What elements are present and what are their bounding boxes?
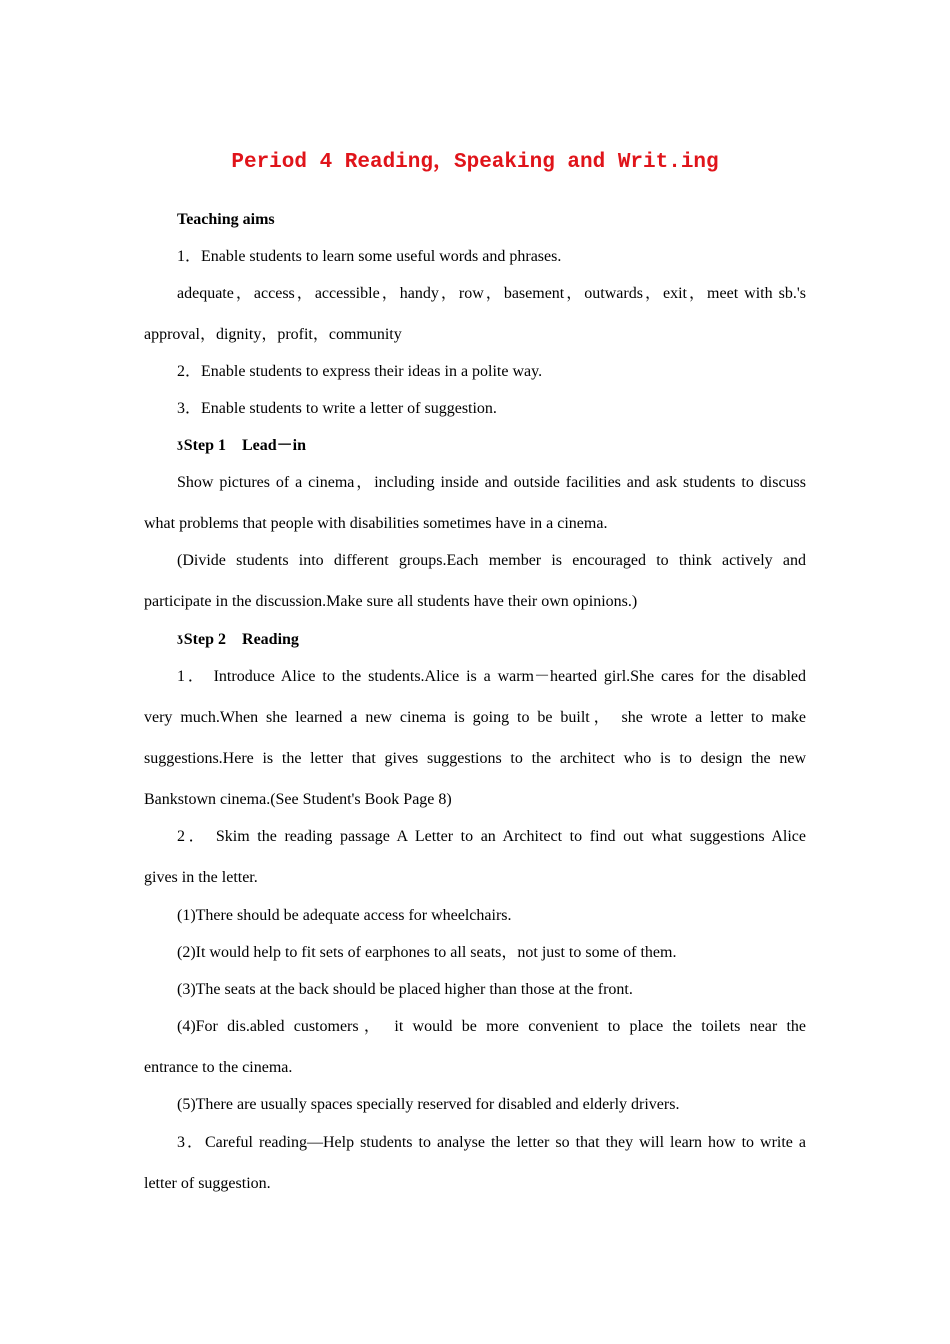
- step-1-paragraph-1-line-1: Show pictures of a cinema，including inside and outside facilities and ask students to discuss: [177, 474, 806, 491]
- step-1-paragraph-2-line-2: participate in the discussion.Make sure all students have their own opinions.): [144, 593, 638, 610]
- vocabulary-line-1: adequate，access，accessible，handy，row，basement，outwards，exit，meet with sb.'s: [177, 285, 806, 302]
- step-2-title: Step 2 Reading: [183, 631, 299, 648]
- step-2-item-1-line-3: suggestions.Here is the letter that gives suggestions to the architect who is to design the new: [144, 750, 806, 767]
- suggestion-3: (3)The seats at the back should be placed higher than those at the front.: [177, 981, 633, 998]
- step-2-item-1-line-2: very much.When she learned a new cinema is going to be built， she wrote a letter to make: [144, 709, 806, 726]
- suggestion-2: (2)It would help to fit sets of earphones to all seats，not just to some of them.: [177, 944, 677, 961]
- aim-1: 1．Enable students to learn some useful words and phrases.: [177, 248, 562, 265]
- step-2-item-1-line-1: 1． Introduce Alice to the students.Alice is a warm－hearted girl.She cares for the disabled: [177, 668, 806, 685]
- step-2-item-2-line-1: 2． Skim the reading passage A Letter to an Architect to find out what suggestions Alice: [177, 828, 806, 845]
- suggestion-5: (5)There are usually spaces specially reserved for disabled and elderly drivers.: [177, 1096, 680, 1113]
- suggestion-1: (1)There should be adequate access for wheelchairs.: [177, 907, 512, 924]
- aim-3: 3．Enable students to write a letter of suggestion.: [177, 400, 497, 417]
- aim-2: 2．Enable students to express their ideas in a polite way.: [177, 363, 543, 380]
- step-2-item-3-line-1: 3．Careful reading—Help students to analyse the letter so that they will learn how to write a: [177, 1134, 806, 1151]
- step-1-title: Step 1 Lead－in: [183, 437, 307, 454]
- step-marker-icon: ʖ: [177, 632, 183, 647]
- suggestion-4-line-2: entrance to the cinema.: [144, 1059, 293, 1076]
- step-marker-icon: ʖ: [177, 438, 183, 453]
- page-title: Period 4 Reading，Speaking and Writ.ing: [231, 151, 719, 174]
- step-2-item-2-line-2: gives in the letter.: [144, 869, 258, 886]
- step-1-paragraph-2-line-1: (Divide students into different groups.Each member is encouraged to think actively and: [177, 552, 806, 569]
- step-1-paragraph-1-line-2: what problems that people with disabilities sometimes have in a cinema.: [144, 515, 608, 532]
- step-2-item-3-line-2: letter of suggestion.: [144, 1175, 271, 1192]
- vocabulary-line-2: approval，dignity，profit，community: [144, 326, 402, 343]
- teaching-aims-heading: Teaching aims: [177, 211, 275, 228]
- step-2-heading: [177, 630, 806, 650]
- step-2-item-1-line-4: Bankstown cinema.(See Student's Book Page 8): [144, 791, 452, 808]
- step-1-heading: [177, 436, 806, 456]
- suggestion-4-line-1: (4)For dis.abled customers， it would be more convenient to place the toilets near the: [177, 1018, 806, 1035]
